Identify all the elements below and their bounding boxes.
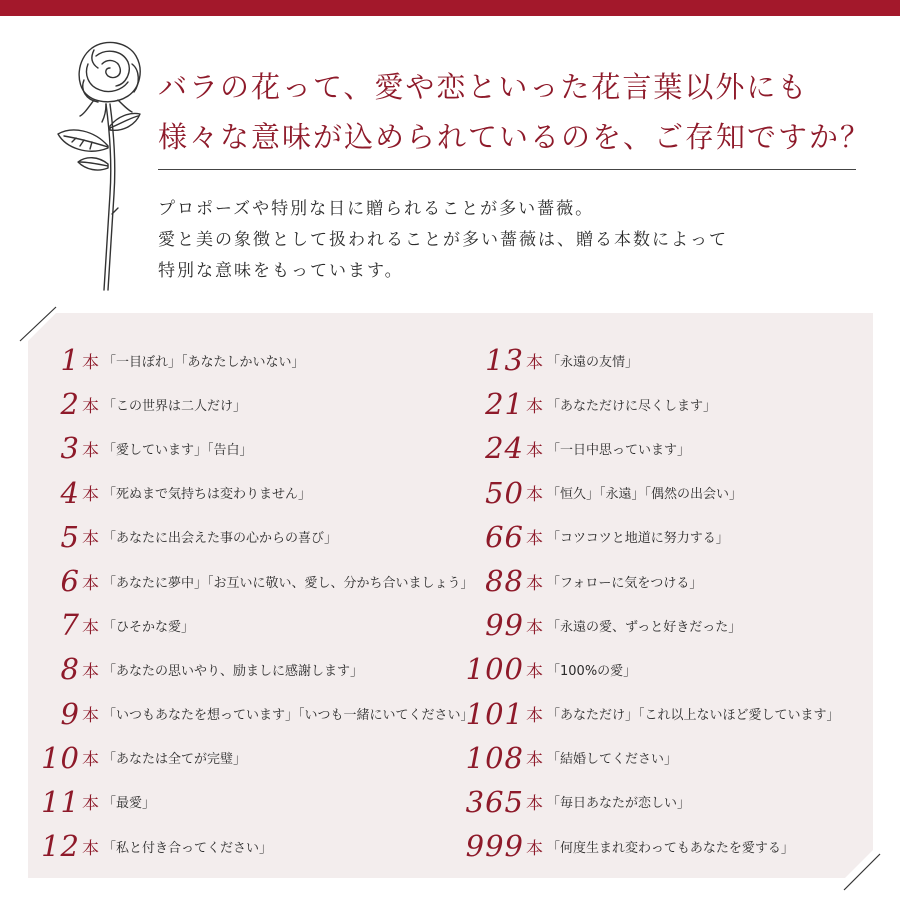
headline-line: バラの花って、愛や恋といった花言葉以外にも <box>158 70 809 104</box>
rose-count: 10 <box>41 740 80 775</box>
headline <box>158 62 878 162</box>
meaning-text: 「死ぬまで気持ちは変わりません」 <box>103 487 312 503</box>
intro-line: 特別な意味をもっています。 <box>158 261 404 281</box>
unit-label: 本 <box>526 396 543 417</box>
rose-count: 12 <box>41 829 80 864</box>
rose-count: 21 <box>485 387 524 422</box>
rose-count: 6 <box>60 564 80 599</box>
unit-label: 本 <box>526 617 543 638</box>
unit-label: 本 <box>526 794 543 815</box>
meaning-row <box>28 515 474 559</box>
meaning-text: 「一目ぼれ」「あなたしかいない」 <box>103 354 305 370</box>
meaning-text: 「永遠の愛、ずっと好きだった」 <box>547 619 742 635</box>
rose-count: 3 <box>60 431 80 466</box>
meaning-text: 「あなただけに尽くします」 <box>547 398 717 414</box>
unit-label: 本 <box>82 396 99 417</box>
unit-label: 本 <box>82 573 99 594</box>
rose-count: 100 <box>465 652 524 687</box>
meanings-list-left <box>28 338 474 868</box>
unit-label: 本 <box>526 573 543 594</box>
unit-label: 本 <box>526 352 543 373</box>
meaning-text: 「コツコツと地道に努力する」 <box>547 531 729 547</box>
rose-count: 99 <box>485 608 524 643</box>
meaning-text: 「あなただけ」「これ以上ないほど愛しています」 <box>547 708 840 724</box>
rose-count: 5 <box>60 519 80 554</box>
meaning-text: 「ひそかな愛」 <box>103 619 195 635</box>
meaning-row <box>452 338 840 382</box>
unit-label: 本 <box>82 440 99 461</box>
unit-label: 本 <box>526 529 543 550</box>
meaning-row <box>452 471 840 515</box>
unit-label: 本 <box>82 661 99 682</box>
meaning-row <box>452 824 840 868</box>
meaning-text: 「毎日あなたが恋しい」 <box>547 796 691 812</box>
rose-count: 1 <box>60 343 80 378</box>
meaning-row <box>452 603 840 647</box>
unit-label: 本 <box>82 529 99 550</box>
meaning-text: 「最愛」 <box>103 796 156 812</box>
rose-count: 50 <box>485 475 524 510</box>
rose-count: 24 <box>485 431 524 466</box>
meaning-row <box>28 603 474 647</box>
intro-line: 愛と美の象徴として扱われることが多い薔薇は、贈る本数によって <box>158 230 728 250</box>
meaning-text: 「私と付き合ってください」 <box>103 840 273 856</box>
meaning-row <box>452 426 840 470</box>
rose-count: 8 <box>60 652 80 687</box>
meaning-text: 「永遠の友情」 <box>547 354 639 370</box>
meaning-row <box>28 471 474 515</box>
meaning-row <box>452 559 840 603</box>
meaning-row <box>452 780 840 824</box>
meaning-text: 「何度生まれ変わってもあなたを愛する」 <box>547 840 794 856</box>
meaning-text: 「あなたは全てが完璧」 <box>103 752 247 768</box>
rose-count: 11 <box>41 784 80 819</box>
meaning-row <box>28 647 474 691</box>
unit-label: 本 <box>82 706 99 727</box>
intro-text <box>158 194 878 287</box>
meaning-text: 「一日中思っています」 <box>547 442 691 458</box>
unit-label: 本 <box>82 838 99 859</box>
unit-label: 本 <box>526 661 543 682</box>
meaning-row <box>28 559 474 603</box>
rose-count: 101 <box>465 696 524 731</box>
meaning-text: 「あなたの思いやり、励ましに感謝します」 <box>103 663 364 679</box>
divider <box>158 169 856 170</box>
unit-label: 本 <box>526 485 543 506</box>
meaning-row <box>28 338 474 382</box>
top-accent-bar <box>0 0 900 16</box>
rose-count: 4 <box>60 475 80 510</box>
rose-count: 7 <box>60 608 80 643</box>
meaning-row <box>28 426 474 470</box>
unit-label: 本 <box>526 706 543 727</box>
meaning-row <box>452 647 840 691</box>
meaning-row <box>28 382 474 426</box>
meaning-row <box>452 736 840 780</box>
rose-count: 88 <box>485 564 524 599</box>
meaning-row <box>28 780 474 824</box>
rose-count: 108 <box>465 740 524 775</box>
rose-count: 9 <box>60 696 80 731</box>
meaning-text: 「いつもあなたを想っています」「いつも一緒にいてください」 <box>103 708 474 724</box>
unit-label: 本 <box>526 750 543 771</box>
meaning-text: 「恒久」「永遠」「偶然の出会い」 <box>547 487 743 503</box>
meaning-row <box>28 692 474 736</box>
meanings-list-right <box>452 338 840 868</box>
unit-label: 本 <box>82 794 99 815</box>
unit-label: 本 <box>82 617 99 638</box>
headline-line: 様々な意味が込められているのを、ご存知ですか？ <box>158 120 872 154</box>
unit-label: 本 <box>82 352 99 373</box>
rose-count: 2 <box>60 387 80 422</box>
unit-label: 本 <box>526 440 543 461</box>
meaning-text: 「結婚してください」 <box>547 752 678 768</box>
meaning-text: 「あなたに夢中」「お互いに敬い、愛し、分かち合いましょう」 <box>103 575 474 591</box>
meaning-row <box>28 824 474 868</box>
meaning-text: 「フォローに気をつける」 <box>547 575 703 591</box>
rose-count: 13 <box>485 343 524 378</box>
meaning-row <box>28 736 474 780</box>
unit-label: 本 <box>82 750 99 771</box>
meaning-row <box>452 382 840 426</box>
meaning-text: 「100%の愛」 <box>547 663 637 679</box>
meaning-text: 「この世界は二人だけ」 <box>103 398 247 414</box>
unit-label: 本 <box>526 838 543 859</box>
unit-label: 本 <box>82 485 99 506</box>
corner-slash-decoration <box>842 852 882 892</box>
meaning-row <box>452 515 840 559</box>
rose-illustration-icon <box>44 34 162 296</box>
rose-count: 66 <box>485 519 524 554</box>
rose-count: 999 <box>465 829 524 864</box>
rose-count: 365 <box>465 784 524 819</box>
meaning-row <box>452 692 840 736</box>
meaning-text: 「愛しています」「告白」 <box>103 442 253 458</box>
meaning-text: 「あなたに出会えた事の心からの喜び」 <box>103 531 338 547</box>
intro-line: プロポーズや特別な日に贈られることが多い薔薇。 <box>158 199 595 219</box>
